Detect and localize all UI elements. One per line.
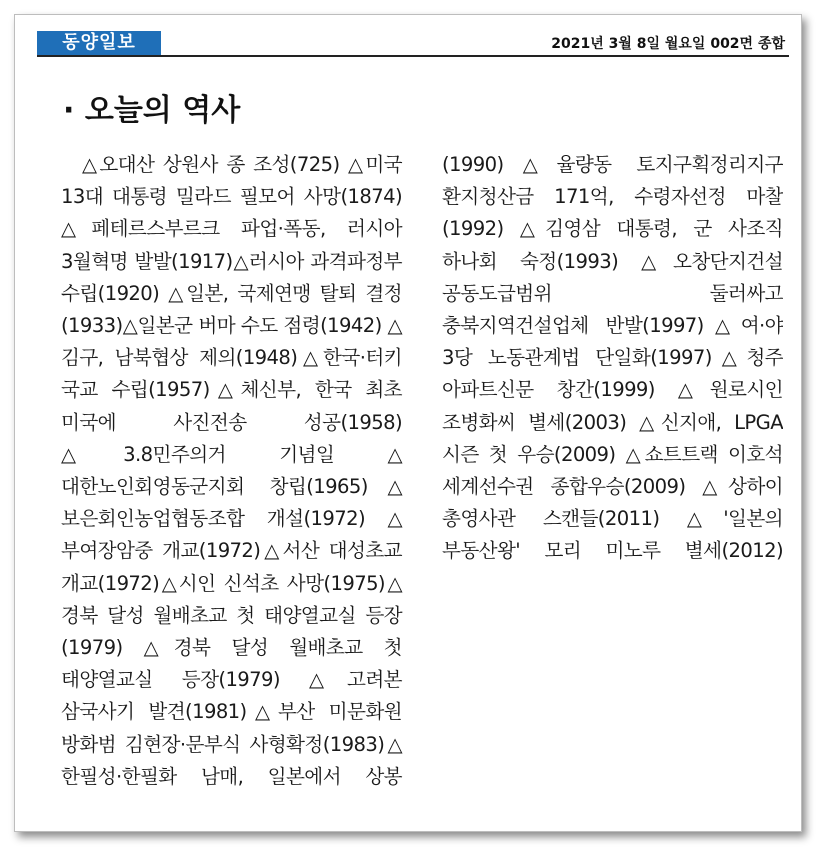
newspaper-clipping: [14, 14, 802, 832]
masthead-divider: [37, 55, 789, 57]
newspaper-logo: 동양일보: [37, 31, 161, 55]
section-title: · 오늘의 역사: [63, 93, 241, 128]
issue-dateline: 2021년 3월 8일 월요일 002면 종합: [551, 36, 785, 52]
article-paragraph: △오대산 상원사 종 조성(725) △미국 13대 대통령 밀라드 필모어 사망(1874) △페테르스부르크 파업·폭동, 러시아 3월혁명 발발(1917)△러시아 과격파정부 수립(1920) △일본, 국제연맹 탈퇴 결정(1933)△일본군 버마 수도 점령(1942) △김구, 남북협상 제의(1948)△한국·터키 국교 수립(1957)△체신부, 한국 최초 미국에 사진전송 성공(1958) △3.8민주의거 기념일 △대한노인회영동군지회 창립(1965)△보은회인농업협동조합 개설(1972) △부여장암중 개교(1972)△서산 대성초교 개교(1972)△시인 신석초 사망(1975)△경북 달성 월배초교 첫 태양열교실 등장(1979) △경북 달성 월배초교 첫 태양열교실 등장(1979) △고려본 삼국사기 발견(1981)△부산 미문화원 방화범 김현장·문부식 사형확정(1983)△한필성·한필화 남매, 일본에서 상봉(1990)△율량동 토지구획정리지구 환지청산금 171억, 수령자선정 마찰(1992) △김영삼 대통령, 군 사조직 하나회 숙정(1993) △오창단지건설 공동도급범위 둘러싸고 충북지역건설업체 반발(1997)△여·야 3당 노동관계법 단일화(1997)△청주 아파트신문 창간(1999) △원로시인 조병화씨 별세(2003) △신지애, LPGA 시즌 첫 우승(2009) △쇼트트랙 이호석 세계선수권 종합우승(2009) △상하이 총영사관 스캔들(2011) △'일본의 부동산왕' 모리 미노루 별세(2012): [61, 153, 783, 788]
masthead: [15, 15, 801, 55]
article-body: [61, 149, 783, 815]
